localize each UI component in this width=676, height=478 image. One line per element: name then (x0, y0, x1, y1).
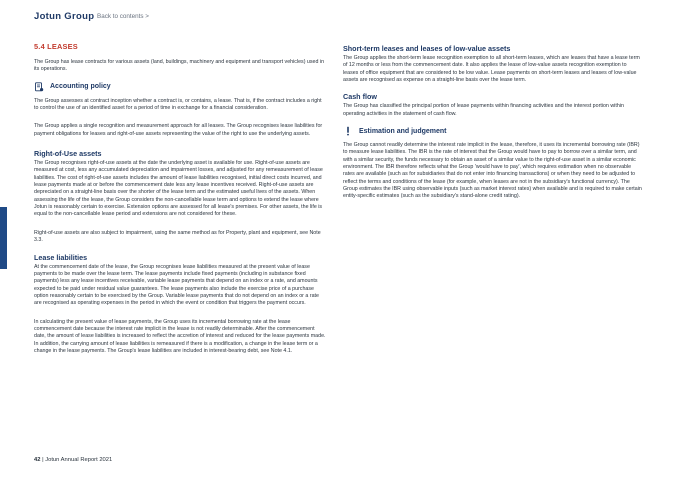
policy-paragraph-1: The Group assesses at contract inception whether a contract is, or contains, a lease. That is, if the contract includes a right to control the use of an identified asset for a period of time in exchange for a financial consideration. (34, 97, 322, 112)
right-column (343, 44, 643, 201)
exclamation-icon (343, 126, 353, 136)
intro-paragraph: The Group has lease contracts for various assets (land, buildings, machinery and equipment and transport vehicles) used in its operations. (34, 59, 325, 73)
brand-logo: Jotun Group (34, 11, 95, 22)
left-column (34, 42, 326, 355)
rou-assets-heading: Right-of-Use assets (34, 149, 102, 159)
estimation-paragraph: The Group cannot readily determine the interest rate implicit in the lease, therefore, it uses its incremental borrowing rate (IBR) to measure lease liabilities. The IBR is the rate of interest that the Group would have to pay to borrow over a similar term, and with a similar security, the funds necessary to obtain an asset of a similar value to the right-of-use asset in a similar economic environment. The IBR therefore reflects what the Group 'would have to pay', which requires estimation when no observable rates are available (such as for subsidiaries that do not enter into financing transactions) or when they need to be adjusted to reflect the terms and conditions of the lease (for example, when leases are not in the subsidiary's functional currency). The Group estimates the IBR using observable inputs (such as market interest rates) when available and is required to make certain entity-specific estimates (such as the subsidiary's stand-alone credit rating). (343, 142, 642, 200)
contract-icon (34, 82, 44, 92)
rou-assets-paragraph-1: The Group recognises right-of-use assets at the date the underlying asset is available for use. Right-of-use assets are measured at cost, less any accumulated depreciation and impairment losses, and adjusted for any remeasurement of lease liabilities. The cost of right-of-use assets includes the amount of lease liabilities recognised, initial direct costs incurred, and lease payments made at or before the commencement date less any lease incentives received. Right-of-use assets are depreciated on a straight-line basis over the shorter of the lease term and the estimated useful lives of the assets. When assessing the life of the lease, the Group considers the non-cancellable lease term and options to extend the lease where Jotun is reasonably certain to exercise. Extension options are assessed for all lease's premises. For other assets, the life is equal to the non-cancellable lease period and extensions are not considered for these. (34, 160, 323, 218)
rou-assets-paragraph-2: Right-of-use assets are also subject to impairment, using the same method as for Property, plant and equipment, see Note 3.3. (34, 229, 321, 244)
short-term-leases-heading: Short-term leases and leases of low-value assets (343, 44, 511, 53)
side-section-marker (0, 207, 7, 269)
lease-liabilities-paragraph-2: In calculating the present value of lease payments, the Group uses its incremental borrowing rate at the lease commencement date because the interest rate implicit in the lease is not readily determinable. After the commencement date, the amount of lease liabilities is increased to reflect the accretion of interest and reduced for the lease payments made. In addition, the carrying amount of lease liabilities is remeasured if there is a modification, a change in the lease term or a change in the lease payments. The Group's lease liabilities are included in interest-bearing debt, see Note 4.1. (34, 318, 326, 354)
accounting-policy-label: Accounting policy (50, 83, 111, 91)
estimation-judgement-callout (343, 126, 643, 136)
page-number: 42 (34, 457, 41, 463)
cash-flow-paragraph: The Group has classified the principal portion of lease payments within financing activities and the interest portion within operating activities in the statement of cash flow. (343, 103, 624, 117)
lease-liabilities-heading: Lease liabilities (34, 252, 88, 262)
page-footer (34, 457, 112, 463)
policy-paragraph-2: The Group applies a single recognition and measurement approach for all leases. The Group recognises lease liabilities for payment obligations for leases and right-of-use assets representing the value of the right to use the underlying assets. (34, 123, 323, 137)
accounting-policy-callout (34, 82, 326, 92)
estimation-judgement-label: Estimation and judgement (359, 127, 447, 135)
back-to-contents-link[interactable]: Back to contents > (97, 13, 149, 20)
short-term-leases-paragraph: The Group applies the short-term lease recognition exemption to all short-term leases, which are leases that have a lease term of 12 months or less from the commencement date. It also applies the lease of low-value assets recognition exemption to leases of office equipment that are considered to be low value. Lease payments on short-term leases and leases of low-value assets are recognised as expense on a straight-line basis over the lease term. (343, 55, 640, 84)
report-name: | Jotun Annual Report 2021 (42, 457, 113, 463)
section-title: 5.4 LEASES (34, 42, 78, 51)
lease-liabilities-paragraph-1: At the commencement date of the lease, the Group recognises lease liabilities measured at the present value of lease payments to be made over the lease term. The lease payments include fixed payments (including in substance fixed payments) less any lease incentives receivable, variable lease payments that depend on an index or a rate, and amounts expected to be paid under residual value guarantees. The lease payments also include the exercise price of a purchase option reasonably certain to be exercised by the Group. Variable lease payments that do not depend on an index or a rate are recognised as operating expenses in the period in which the event or condition that triggers the payment occurs. (34, 263, 319, 307)
cash-flow-heading: Cash flow (343, 92, 377, 102)
